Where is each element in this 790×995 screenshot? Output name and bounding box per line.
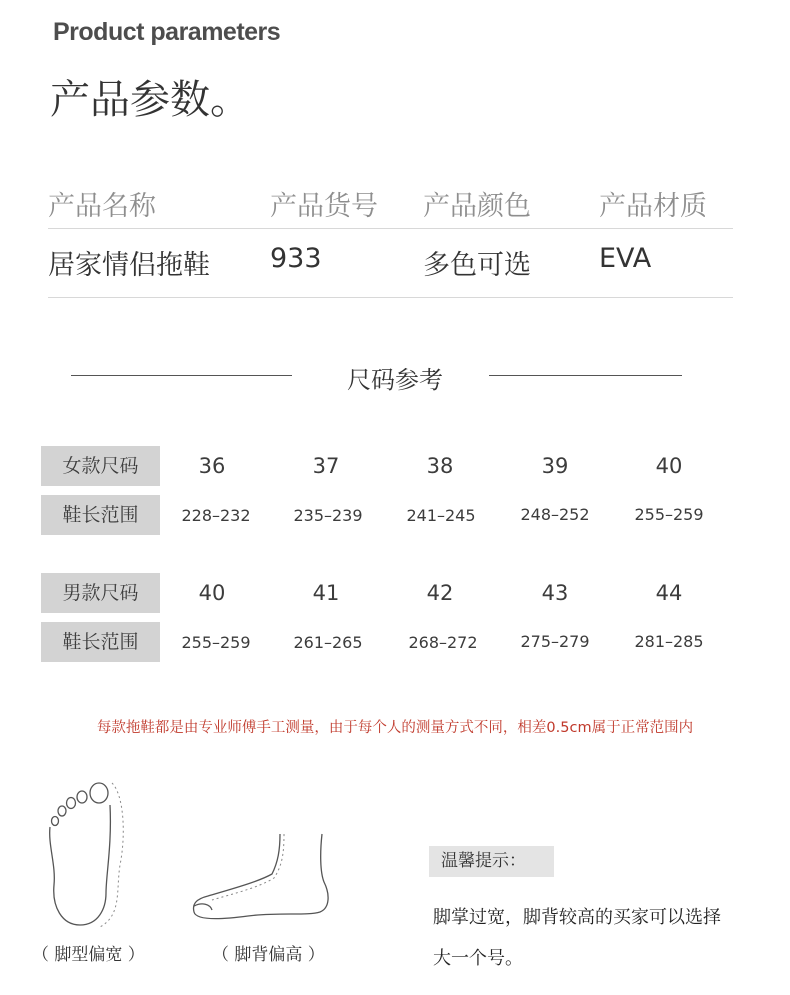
men-length-cell: 261–265 [293, 633, 363, 652]
men-size-cell: 44 [655, 581, 683, 605]
women-size-label: 女款尺码 [41, 446, 160, 486]
women-size-cell: 36 [198, 454, 226, 478]
param-value-material: EVA [599, 243, 652, 274]
men-length-label: 鞋长范围 [41, 622, 160, 662]
women-length-cell: 248–252 [520, 505, 590, 524]
men-length-cell: 281–285 [634, 632, 704, 651]
param-value-name: 居家情侣拖鞋 [48, 250, 210, 281]
size-title-line-right [489, 375, 682, 376]
param-value-color: 多色可选 [423, 250, 531, 281]
measurement-note: 每款拖鞋都是由专业师傅手工测量，由于每个人的测量方式不同，相差0.5cm属于正常范围内 [96, 720, 694, 736]
women-size-cell: 40 [655, 454, 683, 478]
high-instep-caption: （ 脚背偏高 ） [212, 945, 325, 965]
param-header-name: 产品名称 [48, 191, 156, 222]
wide-foot-icon [40, 775, 140, 930]
men-length-cell: 255–259 [181, 633, 251, 652]
param-header-material: 产品材质 [599, 191, 707, 222]
women-length-cell: 235–239 [293, 506, 363, 525]
high-instep-foot-icon [188, 832, 333, 927]
tip-line-2: 大一个号。 [433, 948, 523, 969]
param-value-code: 933 [270, 243, 322, 274]
men-size-cell: 41 [312, 581, 340, 605]
size-reference-title: 尺码参考 [347, 366, 443, 394]
param-divider-bottom [48, 297, 733, 298]
heading-english: Product parameters [53, 18, 281, 46]
wide-foot-caption: （ 脚型偏宽 ） [32, 945, 145, 965]
men-size-cell: 43 [541, 581, 569, 605]
tip-title: 温馨提示： [429, 846, 554, 877]
tip-line-1: 脚掌过宽，脚背较高的买家可以选择 [433, 907, 721, 928]
men-length-cell: 268–272 [408, 633, 478, 652]
param-header-row [48, 170, 733, 230]
param-value-row [48, 229, 733, 289]
women-size-cell: 37 [312, 454, 340, 478]
param-header-code: 产品货号 [270, 191, 378, 222]
heading-chinese: 产品参数。 [50, 77, 250, 123]
women-size-cell: 38 [426, 454, 454, 478]
women-length-label: 鞋长范围 [41, 495, 160, 535]
param-header-color: 产品颜色 [423, 191, 531, 222]
women-length-cell: 255–259 [634, 505, 704, 524]
women-size-cell: 39 [541, 454, 569, 478]
men-size-cell: 42 [426, 581, 454, 605]
women-length-cell: 228–232 [181, 506, 251, 525]
women-length-cell: 241–245 [406, 506, 476, 525]
men-size-label: 男款尺码 [41, 573, 160, 613]
men-length-cell: 275–279 [520, 632, 590, 651]
men-size-cell: 40 [198, 581, 226, 605]
